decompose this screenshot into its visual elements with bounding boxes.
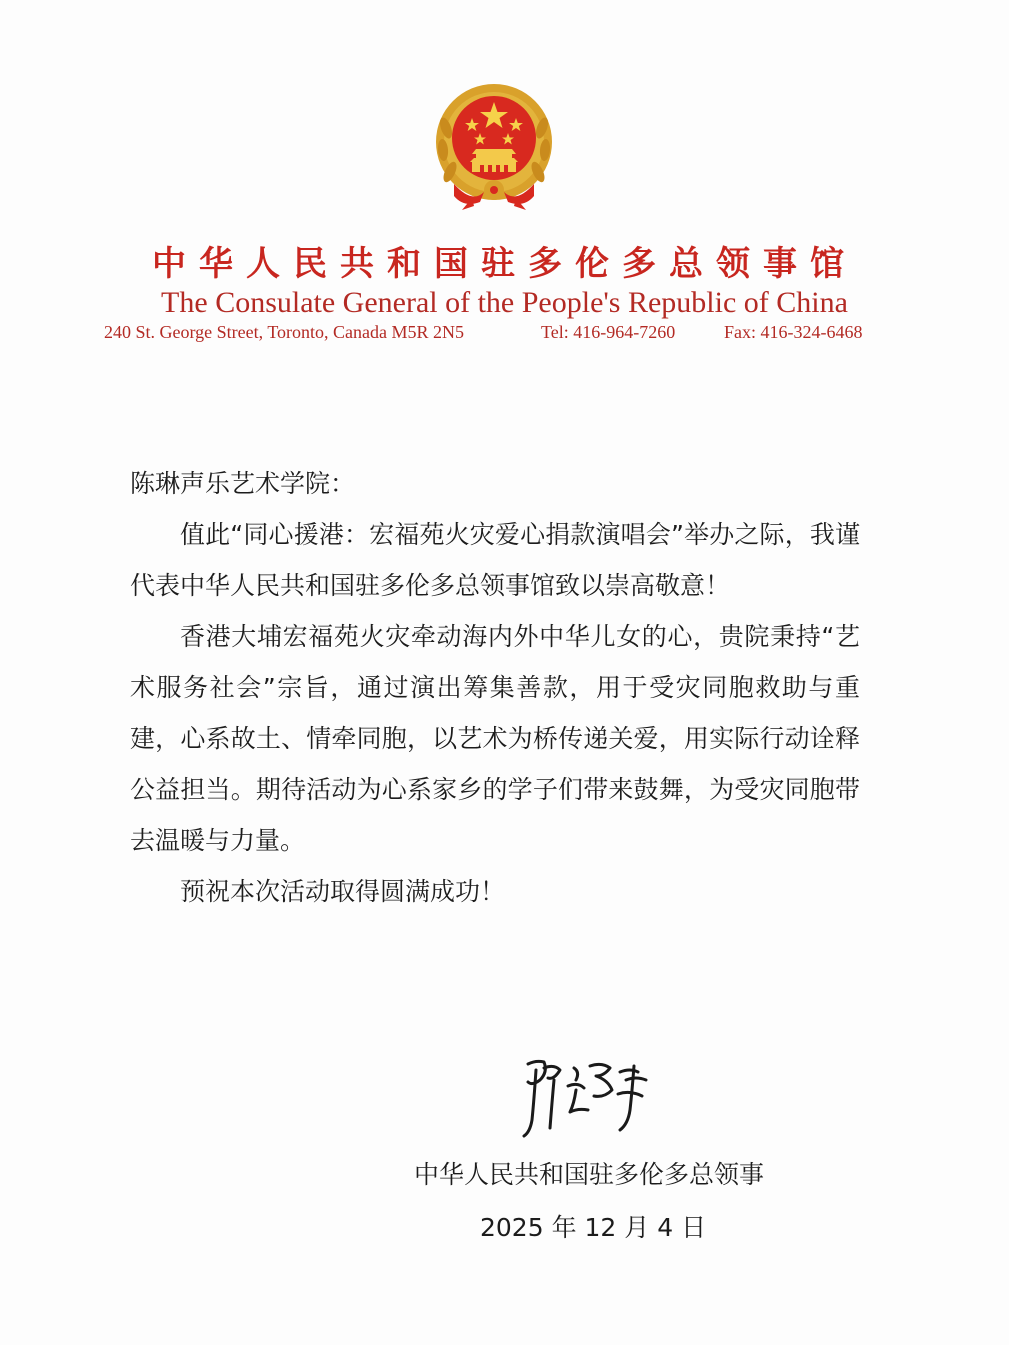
consulate-name-english: The Consulate General of the People's Republic of China — [161, 286, 848, 319]
fax: Fax: 416-324-6468 — [724, 322, 863, 342]
paragraph-3: 预祝本次活动取得圆满成功！ — [180, 877, 506, 906]
paragraph-2: 香港大埔宏福苑火灾牵动海内外中华儿女的心，贵院秉持“艺术服务社会”宗旨，通过演出筹集善款，用于受灾同胞救助与重建，心系故土、情牵同胞，以艺术为桥传递关爱，用实际行动诠释公益担当。期待活动为心系家乡的学子们带来鼓舞，为受灾同胞带去温暖与力量。 — [130, 622, 860, 855]
salutation: 陈琳声乐艺术学院： — [130, 469, 356, 498]
paragraph-1: 值此“同心援港：宏福苑火灾爱心捐款演唱会”举办之际，我谨代表中华人民共和国驻多伦多总领事馆致以崇高敬意！ — [130, 520, 860, 600]
letter-body — [130, 458, 860, 917]
consulate-name-chinese: 中华人民共和国驻多伦多总领事馆 — [152, 244, 857, 284]
telephone: Tel: 416-964-7260 — [541, 322, 676, 342]
handwritten-signature-icon — [514, 1050, 664, 1140]
letter-date: 2025 年 12 月 4 日 — [480, 1213, 707, 1242]
signer-title: 中华人民共和国驻多伦多总领事 — [414, 1160, 765, 1189]
contact-line — [104, 322, 904, 343]
national-emblem-icon — [432, 80, 556, 212]
address: 240 St. George Street, Toronto, Canada M5R 2N5 — [104, 322, 465, 342]
